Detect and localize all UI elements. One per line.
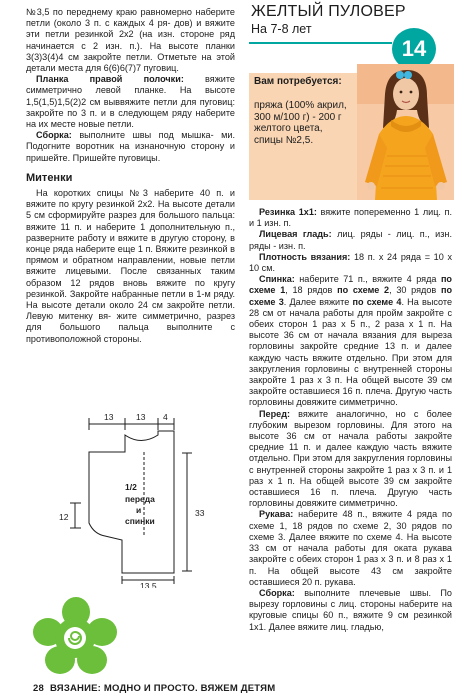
back-heading: Спинка: — [259, 274, 295, 285]
back-text-4: . Далее вяжите — [283, 296, 353, 307]
final-assembly-heading: Сборка: — [259, 587, 295, 598]
dim-right: 33 — [195, 508, 205, 518]
schematic-label-2: переда — [125, 494, 155, 504]
pattern-subtitle: На 7-8 лет — [251, 22, 312, 36]
right-placket-text: вяжите симметрично левой планке. На высоте 1,5(1,5)1,5(2)2 см выввяжите петли для пуговиц: закройте по 3 п. и в следующем ряду наберите на их месте новые петли. — [26, 74, 235, 130]
final-assembly-text: выполните плечевые швы. По вырезу горловины с лиц. стороны наберите на круговые спицы 60 п., вяжите 9 см резинкой 1х1. Далее вяжите лиц. гладью, — [249, 587, 452, 632]
materials-panel — [249, 73, 357, 200]
sleeves-text: наберите 48 п., вяжите 4 ряда по схеме 1, 18 рядов по схеме 2, 30 рядов по схеме 3. Далее вяжите по схеме 4. На высоте 33 см от начала работы для оката рукава закройте с обеих сторон 1 раз х 3 п. и 8 раз х 1 п. На общей высоте 43 см закройте оставшиеся 20 п. рукава. — [249, 509, 452, 587]
back-scheme-3: по схеме 3 — [249, 285, 453, 307]
pattern-title: ЖЕЛТЫЙ ПУЛОВЕР — [251, 3, 406, 20]
stockinette-heading: Лицевая гладь: — [259, 229, 332, 240]
title-rule — [249, 42, 392, 44]
assembly-heading: Сборка: — [36, 130, 72, 141]
paragraph-mittens: На коротких спицы №3 наберите 40 п. и вяжите по кругу резинкой 2х2. На высоте детали 5 см сформируйте разрез для большого пальца: вяжите 11 п. и наберите 1 дополнительную п., разверните работу и вяжите в другую сторону, в конце ряда наберите еще 1 п. Вяжите резинкой в прямом и обратном направлении, новые петли вяжите лицевыми. После связанных таким образом 12 рядов вновь вяжите по кругу резинкой. Закройте набранные петли в 1-м ряду. На высоте детали около 24 см закройте петли. Левую митенку вя- жите симметрично, разрез для большого пальца выполните с противоположной стороны. — [26, 188, 235, 344]
paragraph-front — [249, 409, 452, 510]
dim-top-middle: 13 — [136, 412, 146, 422]
schematic-label-3: и — [136, 505, 142, 515]
girl-in-sweater-illustration — [357, 64, 454, 200]
dim-top-right: 4 — [163, 412, 168, 422]
pattern-number-badge: 14 — [392, 28, 436, 70]
density-text: 18 п. х 24 ряда = 10 х 10 см. — [249, 251, 452, 274]
left-column — [26, 7, 235, 345]
stockinette-text: лиц. ряды - лиц. п., изн. ряды - изн. п. — [249, 229, 452, 251]
mittens-heading: Митенки — [26, 171, 73, 184]
schematic-drawing — [37, 408, 237, 588]
dim-top-left: 13 — [104, 412, 114, 422]
flower-icon — [26, 596, 122, 676]
paragraph-back — [249, 274, 452, 408]
dim-left: 12 — [59, 512, 69, 522]
front-text: вяжите аналогично, но с более глубоким вырезом горловины. Для этого на высоте 36 см от начала работы закройте средние 11 п. и далее каждую часть вяжите отдельно. При этом для закругления горловины с внутренней стороны закройте 1 раз х 3 п. и 1 раз х 1 п. На общей высоте 39 см закройте оставшиеся 16 п. плеча. Другую часть горловины довяжите симметрично. — [249, 408, 452, 509]
back-text-1: наберите 71 п., вяжите 4 ряда — [294, 274, 441, 285]
back-scheme-2: по схеме 2 — [337, 285, 390, 296]
rib-heading: Резинка 1х1: — [259, 207, 317, 217]
paragraph-stockinette — [249, 229, 452, 251]
sleeves-heading: Рукава: — [259, 509, 294, 520]
paragraph-final-assembly — [249, 588, 452, 633]
paragraph-density — [249, 252, 452, 274]
flower-decoration — [26, 596, 122, 676]
paragraph-left-placket: №3,5 по переднему краю равномерно наберите петли (около 3 п. с каждых 4 ря- дов) и вяжите эти петли резинкой 2х2 (на изн. стороне ряд начинается с 2 изн. п.). На высоте планки 3(3)3(4)4 см закройте петли. Отметьте на этой детали места для 6(6)6(7)7 пуговиц. — [26, 7, 235, 74]
schematic-label-4: спинки — [125, 516, 155, 526]
back-text-3: , 30 рядов — [389, 285, 441, 296]
back-text-5: . На высоте 28 см от начала работы для пройм закройте с обеих сторон 1 раз х 5 п., 2 раза х 1 п. На высоте 36 см от начала вязания для выреза горловины закройте средние 13 п. и далее каждую часть вяжите отдельно. При этом для закругления горловины с внутренней стороны закройте 1 раз х 3 п. На общей высоте 39 см закройте оставшиеся 16 п. плеча. Другую часть горловины довяжите симметрично. — [249, 296, 452, 408]
dim-bottom: 13,5 — [140, 581, 157, 588]
paragraph-right-placket — [26, 74, 235, 130]
assembly-text: выполните швы под мышка- ми. Подогните воротник на изнаночную сторону и пришейте. Пришейте пуговицы. — [26, 130, 235, 163]
materials-text: пряжа (100% акрил, 300 м/100 г) - 200 г желтого цвета, спицы №2,5. — [254, 100, 347, 146]
right-placket-heading: Планка правой полочки: — [36, 74, 184, 85]
pattern-schematic — [37, 408, 237, 588]
paragraph-assembly — [26, 130, 235, 164]
schematic-label-1: 1/2 — [125, 482, 137, 492]
magazine-title: ВЯЗАНИЕ: МОДНО И ПРОСТО. ВЯЖЕМ ДЕТЯМ — [49, 683, 276, 694]
back-scheme-4: по схеме 4 — [352, 296, 402, 307]
materials-heading: Вам потребуется: — [254, 76, 342, 87]
right-column — [249, 207, 452, 633]
paragraph-sleeves — [249, 509, 452, 587]
paragraph-rib — [249, 207, 452, 229]
page-footer — [33, 683, 275, 694]
model-photo — [357, 64, 454, 200]
rib-text: вяжите попеременно 1 лиц. п. и 1 изн. п. — [249, 207, 452, 229]
page-number: 28 — [33, 683, 44, 694]
front-heading: Перед: — [259, 408, 291, 419]
density-heading: Плотность вязания: — [259, 251, 351, 262]
back-scheme-1: по схеме 1 — [249, 274, 452, 296]
back-text-2: , 18 рядов — [285, 285, 338, 296]
